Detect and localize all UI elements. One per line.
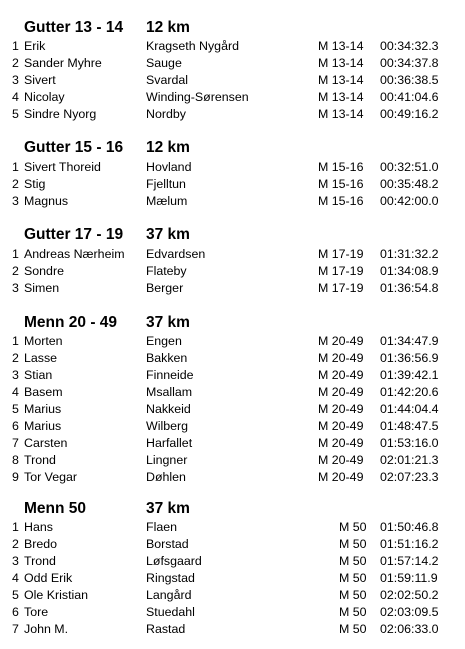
result-row xyxy=(0,384,465,401)
result-class: M 50 xyxy=(339,588,367,602)
result-last-name: Fjelltun xyxy=(146,177,186,191)
result-class: M 17-19 xyxy=(318,247,364,261)
result-class: M 20-49 xyxy=(318,385,364,399)
result-time: 01:34:47.9 xyxy=(380,334,439,348)
section-distance: 37 km xyxy=(146,500,190,517)
result-row xyxy=(0,280,465,297)
result-position: 3 xyxy=(12,73,19,87)
result-position: 4 xyxy=(12,385,19,399)
result-last-name: Mælum xyxy=(146,194,188,208)
result-time: 01:44:04.4 xyxy=(380,402,439,416)
section-distance: 37 km xyxy=(146,314,190,331)
result-row xyxy=(0,246,465,263)
result-first-name: Sivert xyxy=(24,73,56,87)
result-class: M 15-16 xyxy=(318,160,364,174)
result-first-name: Nicolay xyxy=(24,90,65,104)
section-distance: 12 km xyxy=(146,139,190,156)
result-position: 8 xyxy=(12,453,19,467)
result-first-name: Marius xyxy=(24,419,62,433)
result-first-name: John M. xyxy=(24,622,69,636)
result-first-name: Stig xyxy=(24,177,46,191)
result-last-name: Wilberg xyxy=(146,419,188,433)
section-title: Gutter 15 - 16 xyxy=(24,139,124,156)
result-first-name: Odd Erik xyxy=(24,571,73,585)
result-position: 9 xyxy=(12,470,19,484)
result-class: M 20-49 xyxy=(318,436,364,450)
result-first-name: Sivert Thoreid xyxy=(24,160,101,174)
result-last-name: Flateby xyxy=(146,264,187,278)
result-position: 3 xyxy=(12,554,19,568)
result-row xyxy=(0,89,465,106)
result-first-name: Trond xyxy=(24,554,56,568)
result-class: M 15-16 xyxy=(318,177,364,191)
result-row xyxy=(0,350,465,367)
result-class: M 20-49 xyxy=(318,470,364,484)
section-title: Gutter 13 - 14 xyxy=(24,19,124,36)
result-last-name: Borstad xyxy=(146,537,189,551)
result-class: M 20-49 xyxy=(318,402,364,416)
result-position: 6 xyxy=(12,605,19,619)
result-last-name: Msallam xyxy=(146,385,193,399)
result-class: M 50 xyxy=(339,537,367,551)
result-class: M 13-14 xyxy=(318,39,364,53)
result-last-name: Winding-Sørensen xyxy=(146,90,249,104)
result-position: 3 xyxy=(12,368,19,382)
result-first-name: Hans xyxy=(24,520,53,534)
result-time: 01:36:56.9 xyxy=(380,351,439,365)
result-position: 6 xyxy=(12,419,19,433)
section-title: Gutter 17 - 19 xyxy=(24,226,124,243)
result-time: 02:02:50.2 xyxy=(380,588,439,602)
result-last-name: Edvardsen xyxy=(146,247,206,261)
result-row xyxy=(0,263,465,280)
result-time: 01:50:46.8 xyxy=(380,520,439,534)
result-first-name: Stian xyxy=(24,368,53,382)
result-class: M 20-49 xyxy=(318,419,364,433)
result-class: M 50 xyxy=(339,605,367,619)
result-last-name: Nakkeid xyxy=(146,402,191,416)
result-last-name: Harfallet xyxy=(146,436,193,450)
result-first-name: Basem xyxy=(24,385,63,399)
result-row xyxy=(0,621,465,638)
result-first-name: Sondre xyxy=(24,264,64,278)
result-row xyxy=(0,106,465,123)
result-last-name: Svardal xyxy=(146,73,189,87)
result-row xyxy=(0,469,465,486)
result-time: 00:42:00.0 xyxy=(380,194,439,208)
result-last-name: Ringstad xyxy=(146,571,195,585)
result-position: 2 xyxy=(12,537,19,551)
result-position: 4 xyxy=(12,90,19,104)
result-class: M 20-49 xyxy=(318,368,364,382)
result-class: M 13-14 xyxy=(318,90,364,104)
result-first-name: Marius xyxy=(24,402,62,416)
result-last-name: Løfsgaard xyxy=(146,554,202,568)
result-time: 02:03:09.5 xyxy=(380,605,439,619)
result-last-name: Døhlen xyxy=(146,470,186,484)
result-last-name: Nordby xyxy=(146,107,186,121)
result-position: 3 xyxy=(12,194,19,208)
result-first-name: Andreas Nærheim xyxy=(24,247,125,261)
result-last-name: Langård xyxy=(146,588,192,602)
result-time: 01:48:47.5 xyxy=(380,419,439,433)
result-time: 02:06:33.0 xyxy=(380,622,439,636)
result-time: 01:31:32.2 xyxy=(380,247,439,261)
result-row xyxy=(0,604,465,621)
result-position: 2 xyxy=(12,351,19,365)
result-first-name: Carsten xyxy=(24,436,68,450)
result-first-name: Sander Myhre xyxy=(24,56,102,70)
result-position: 2 xyxy=(12,177,19,191)
result-class: M 15-16 xyxy=(318,194,364,208)
result-position: 5 xyxy=(12,107,19,121)
result-class: M 20-49 xyxy=(318,334,364,348)
result-time: 00:34:32.3 xyxy=(380,39,439,53)
result-row xyxy=(0,159,465,176)
result-time: 02:07:23.3 xyxy=(380,470,439,484)
result-first-name: Ole Kristian xyxy=(24,588,89,602)
result-position: 7 xyxy=(12,436,19,450)
result-row xyxy=(0,519,465,536)
result-position: 1 xyxy=(12,334,19,348)
result-first-name: Tore xyxy=(24,605,49,619)
result-class: M 50 xyxy=(339,622,367,636)
result-class: M 13-14 xyxy=(318,107,364,121)
result-time: 01:51:16.2 xyxy=(380,537,439,551)
result-time: 01:59:11.9 xyxy=(380,571,438,585)
result-position: 1 xyxy=(12,39,19,53)
result-first-name: Magnus xyxy=(24,194,69,208)
result-row xyxy=(0,367,465,384)
section-title: Menn 20 - 49 xyxy=(24,314,118,331)
result-class: M 13-14 xyxy=(318,56,364,70)
result-class: M 50 xyxy=(339,554,367,568)
result-last-name: Hovland xyxy=(146,160,192,174)
section-distance: 12 km xyxy=(146,19,190,36)
result-row xyxy=(0,38,465,55)
result-last-name: Engen xyxy=(146,334,182,348)
section-title: Menn 50 xyxy=(24,500,87,517)
result-position: 3 xyxy=(12,281,19,295)
result-time: 00:35:48.2 xyxy=(380,177,439,191)
result-row xyxy=(0,570,465,587)
result-first-name: Simen xyxy=(24,281,60,295)
result-first-name: Trond xyxy=(24,453,56,467)
result-class: M 50 xyxy=(339,571,367,585)
result-last-name: Kragseth Nygård xyxy=(146,39,239,53)
result-row xyxy=(0,333,465,350)
result-position: 5 xyxy=(12,402,19,416)
result-time: 02:01:21.3 xyxy=(380,453,439,467)
result-position: 1 xyxy=(12,160,19,174)
result-first-name: Morten xyxy=(24,334,63,348)
result-class: M 50 xyxy=(339,520,367,534)
result-time: 00:41:04.6 xyxy=(380,90,439,104)
result-row xyxy=(0,553,465,570)
result-last-name: Berger xyxy=(146,281,184,295)
result-time: 01:36:54.8 xyxy=(380,281,439,295)
result-last-name: Flaen xyxy=(146,520,177,534)
result-position: 5 xyxy=(12,588,19,602)
result-first-name: Lasse xyxy=(24,351,58,365)
result-time: 00:34:37.8 xyxy=(380,56,439,70)
result-position: 2 xyxy=(12,264,19,278)
result-first-name: Erik xyxy=(24,39,46,53)
result-class: M 13-14 xyxy=(318,73,364,87)
result-row xyxy=(0,418,465,435)
result-first-name: Sindre Nyorg xyxy=(24,107,97,121)
result-class: M 17-19 xyxy=(318,264,364,278)
result-last-name: Stuedahl xyxy=(146,605,195,619)
result-last-name: Bakken xyxy=(146,351,188,365)
result-row xyxy=(0,176,465,193)
result-position: 1 xyxy=(12,520,19,534)
result-time: 00:49:16.2 xyxy=(380,107,439,121)
result-last-name: Lingner xyxy=(146,453,188,467)
result-row xyxy=(0,72,465,89)
result-row xyxy=(0,587,465,604)
result-row xyxy=(0,55,465,72)
result-row xyxy=(0,193,465,210)
result-class: M 20-49 xyxy=(318,351,364,365)
result-time: 01:39:42.1 xyxy=(380,368,439,382)
result-position: 4 xyxy=(12,571,19,585)
result-time: 01:42:20.6 xyxy=(380,385,439,399)
section-distance: 37 km xyxy=(146,226,190,243)
result-time: 00:32:51.0 xyxy=(380,160,439,174)
result-position: 7 xyxy=(12,622,19,636)
result-row xyxy=(0,401,465,418)
result-class: M 20-49 xyxy=(318,453,364,467)
result-time: 00:36:38.5 xyxy=(380,73,439,87)
result-last-name: Sauge xyxy=(146,56,182,70)
result-row xyxy=(0,452,465,469)
result-time: 01:53:16.0 xyxy=(380,436,439,450)
result-row xyxy=(0,435,465,452)
result-position: 2 xyxy=(12,56,19,70)
result-row xyxy=(0,536,465,553)
result-time: 01:57:14.2 xyxy=(380,554,439,568)
result-last-name: Rastad xyxy=(146,622,186,636)
result-position: 1 xyxy=(12,247,19,261)
result-last-name: Finneide xyxy=(146,368,194,382)
result-time: 01:34:08.9 xyxy=(380,264,439,278)
result-first-name: Tor Vegar xyxy=(24,470,78,484)
result-class: M 17-19 xyxy=(318,281,364,295)
result-first-name: Bredo xyxy=(24,537,58,551)
